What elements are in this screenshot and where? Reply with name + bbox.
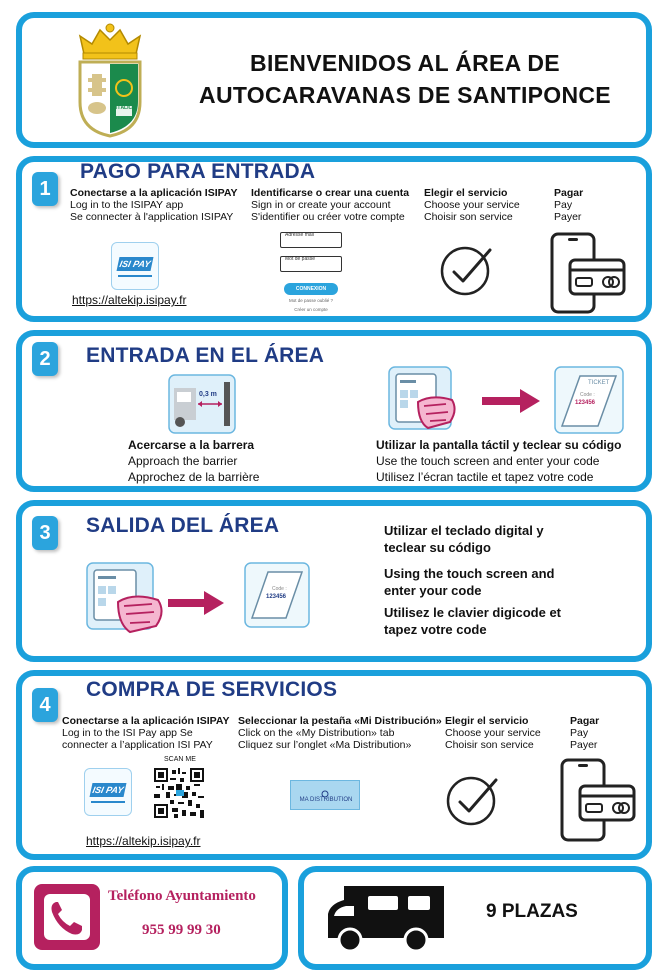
s2-left-en: Approach the barrier [128,454,238,468]
touch-screen-hand-icon [388,366,458,436]
ma-distribution-label: MA DISTRIBUTION [299,797,353,803]
qr-code[interactable] [154,768,204,818]
checkmark-circle-icon [444,770,502,828]
section4-number: 4 [32,688,58,722]
section2-number: 2 [32,342,58,376]
isipay-app-icon[interactable] [84,768,132,816]
santiponce-crest-logo [70,22,150,138]
s4-col2-fr: Cliquez sur l’onglet «Ma Distribution» [238,739,412,751]
scan-me-label: SCAN ME [164,756,196,763]
ticket-code-icon [554,366,624,434]
s4-col3-es: Elegir el servicio [445,715,529,727]
s2-left-fr: Approchez de la barrière [128,470,260,484]
s1-col1-en: Log in to the ISIPAY app [70,199,184,211]
s2-left-es: Acercarse a la barrera [128,438,255,452]
s1-col3-es: Elegir el servicio [424,187,508,199]
phone-payment-icon [548,232,628,314]
s3-fr-line2: tapez votre code [384,622,487,637]
phone-label: Teléfono Ayuntamiento [108,888,256,904]
phone-icon [34,884,100,950]
create-account-link[interactable]: Créer un compte [294,307,328,312]
checkmark-circle-icon [438,240,496,298]
refresh-icon [321,785,329,793]
s1-isipay-url[interactable]: https://altekip.isipay.fr [72,293,187,307]
s1-col4-es: Pagar [554,187,584,199]
s1-col2-fr: S'identifier ou créer votre compte [251,211,405,223]
s3-en-line2: enter your code [384,583,482,598]
ticket-code-label: Code : [580,392,595,398]
s2-right-fr: Utilisez l’écran tactile et tapez votre code [376,470,594,484]
connexion-button[interactable]: CONNEXION [284,283,338,295]
s4-col2-es: Seleccionar la pestaña «Mi Distribución» [238,715,442,727]
isipay-label: ISI PAY [90,783,127,797]
s4-col3-fr: Choisir son service [445,739,534,751]
ticket-label: TICKET [588,380,610,386]
s2-right-es: Utilizar la pantalla táctil y teclear su código [376,438,622,452]
crest-text: ITÁLICA [116,105,136,111]
s4-isipay-url[interactable]: https://altekip.isipay.fr [86,834,201,848]
s1-col4-fr: Payer [554,211,582,223]
distance-label: 0,3 m [199,391,217,398]
s3-es-line1: Utilizar el teclado digital y [384,523,544,538]
barrier-distance-icon [168,374,236,434]
password-field[interactable]: Mot de passe [280,256,342,272]
section3-number: 3 [32,516,58,550]
s4-col1-es: Conectarse a la aplicación ISIPAY [62,715,230,727]
plazas-count: 9 PLAZAS [486,901,578,922]
section3-title: SALIDA DEL ÁREA [86,514,280,537]
phone-payment-icon [558,758,638,842]
phone-number[interactable]: 955 99 99 30 [142,922,221,938]
s4-col1-en: Log in to the ISI Pay app Se [62,727,193,739]
s4-col2-en: Click on the «My Distribution» tab [238,727,395,739]
s4-col4-es: Pagar [570,715,600,727]
s1-col4-en: Pay [554,199,573,211]
page-title-line1: BIENVENIDOS AL ÁREA DE [250,50,560,76]
motorhome-icon [320,880,450,956]
login-form-mockup [280,228,342,316]
s4-col3-en: Choose your service [445,727,541,739]
ma-distribution-tab[interactable] [290,780,360,810]
s4-col1-fr: connecter a l’application ISI PAY [62,739,213,751]
s1-col2-en: Sign in or create your account [251,199,391,211]
code-ticket-icon [244,562,310,628]
s1-col3-fr: Choisir son service [424,211,513,223]
s3-en-line1: Using the touch screen and [384,566,555,581]
section1-number: 1 [32,172,58,206]
s1-col3-en: Choose your service [424,199,520,211]
right-arrow-icon [482,388,542,414]
email-field[interactable]: Adresse mail [280,232,342,248]
keypad-hand-icon [86,562,168,636]
s1-col1-fr: Se connecter à l'application ISIPAY [70,211,234,223]
isipay-app-icon[interactable] [111,242,159,290]
section2-title: ENTRADA EN EL ÁREA [86,344,325,367]
forgot-password-link[interactable]: Mot de passe oublié ? [288,298,334,303]
s3-es-line2: teclear su código [384,540,491,555]
code-value: 123456 [266,594,287,600]
s4-col4-fr: Payer [570,739,598,751]
section4-title: COMPRA DE SERVICIOS [86,678,338,701]
right-arrow-icon [168,590,226,616]
ticket-code-value: 123456 [575,400,596,406]
s3-fr-line1: Utilisez le clavier digicode et [384,605,562,620]
s1-col2-es: Identificarse o crear una cuenta [251,187,410,199]
code-label: Code : [272,586,287,592]
s1-col1-es: Conectarse a la aplicación ISIPAY [70,187,238,199]
isipay-label: ISI PAY [117,257,154,271]
section1-title: PAGO PARA ENTRADA [80,160,316,183]
s4-col4-en: Pay [570,727,589,739]
page-title-line2: AUTOCARAVANAS DE SANTIPONCE [199,82,611,108]
s2-right-en: Use the touch screen and enter your code [376,454,600,468]
